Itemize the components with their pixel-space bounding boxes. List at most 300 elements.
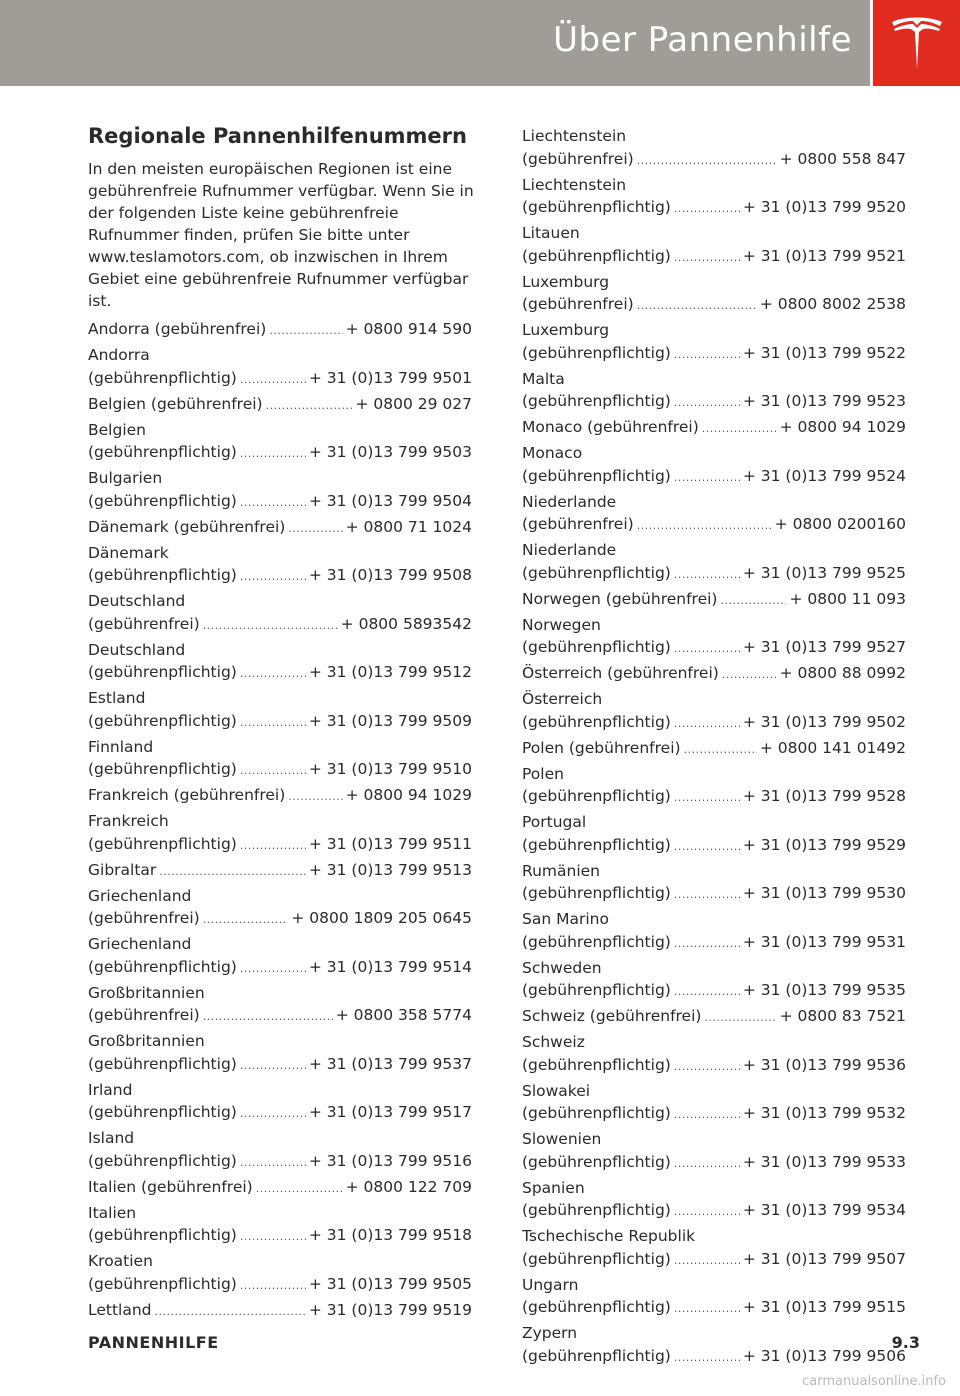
country-name: Deutschland bbox=[88, 640, 186, 659]
entry-label: (gebührenpflichtig) bbox=[522, 932, 671, 951]
country-name: Luxemburg bbox=[522, 321, 610, 339]
entry-label: (gebührenpflichtig) bbox=[88, 491, 237, 510]
entry-label: Belgien (gebührenfrei) bbox=[88, 394, 263, 413]
entry-label: (gebührenpflichtig) bbox=[88, 957, 237, 976]
dot-leader bbox=[684, 739, 757, 762]
phone-number: + 0800 5893542 bbox=[340, 614, 472, 633]
entry-label: (gebührenfrei) bbox=[88, 909, 200, 927]
phone-number: + 31 (0)13 799 9507 bbox=[742, 1249, 906, 1268]
dot-leader bbox=[240, 443, 306, 466]
tesla-logo-icon bbox=[890, 15, 944, 71]
dot-leader bbox=[240, 958, 306, 981]
entry-line bbox=[88, 1053, 472, 1078]
entry-line bbox=[88, 613, 472, 638]
country-name: Malta bbox=[522, 369, 565, 388]
country-name: Niederlande bbox=[522, 492, 617, 511]
phone-number: + 31 (0)13 799 9536 bbox=[742, 1055, 906, 1074]
phone-number: + 0800 558 847 bbox=[779, 149, 906, 168]
hotline-entry bbox=[88, 1079, 472, 1126]
hotline-entry bbox=[88, 542, 472, 589]
entry-label: (gebührenpflichtig) bbox=[522, 343, 671, 362]
entry-label: Lettland bbox=[88, 1300, 152, 1319]
dot-leader bbox=[637, 295, 757, 318]
hotline-entry bbox=[522, 662, 906, 687]
dot-leader bbox=[674, 981, 740, 1004]
entry-line bbox=[522, 785, 906, 810]
entry-label: (gebührenpflichtig) bbox=[88, 566, 237, 584]
entry-label: (gebührenpflichtig) bbox=[522, 1298, 671, 1316]
dot-leader bbox=[240, 492, 306, 515]
header-bar bbox=[0, 0, 870, 86]
hotline-entry bbox=[88, 810, 472, 857]
dot-leader bbox=[674, 713, 740, 736]
phone-number: + 31 (0)13 799 9514 bbox=[308, 957, 472, 976]
phone-number: + 31 (0)13 799 9509 bbox=[308, 711, 472, 730]
hotline-entry bbox=[522, 125, 906, 172]
entry-line bbox=[522, 513, 906, 538]
hotline-entry bbox=[88, 982, 472, 1029]
country-name: Estland bbox=[88, 689, 146, 707]
phone-number: + 0800 11 093 bbox=[789, 589, 906, 608]
entry-label: (gebührenpflichtig) bbox=[522, 787, 671, 805]
dot-leader bbox=[240, 663, 306, 686]
hotline-entry bbox=[522, 491, 906, 538]
dot-leader bbox=[240, 712, 306, 735]
hotline-entry bbox=[88, 784, 472, 809]
footer-page-number: 9.3 bbox=[891, 1333, 920, 1352]
hotline-entry bbox=[522, 614, 906, 661]
country-name: Tschechische Republik bbox=[522, 1227, 696, 1245]
entry-line bbox=[88, 1224, 472, 1249]
country-name: Spanien bbox=[522, 1178, 585, 1197]
country-name: Niederlande bbox=[522, 541, 617, 559]
entry-label: (gebührenfrei) bbox=[522, 149, 634, 168]
country-name: Luxemburg bbox=[522, 272, 610, 291]
country-name: Slowakei bbox=[522, 1081, 591, 1100]
entry-line bbox=[88, 1004, 472, 1029]
entry-line bbox=[522, 662, 906, 687]
dot-leader bbox=[240, 835, 306, 858]
entry-line bbox=[88, 1273, 472, 1298]
entry-label: (gebührenpflichtig) bbox=[88, 711, 237, 730]
phone-number: + 0800 71 1024 bbox=[345, 517, 472, 536]
phone-number: + 0800 914 590 bbox=[345, 320, 472, 338]
entry-line bbox=[88, 318, 472, 343]
country-name: Norwegen bbox=[522, 615, 601, 634]
entry-label: (gebührenpflichtig) bbox=[88, 760, 237, 778]
hotline-entry bbox=[88, 885, 472, 932]
hotline-entry bbox=[522, 737, 906, 762]
phone-number: + 31 (0)13 799 9533 bbox=[742, 1152, 906, 1171]
entry-label: (gebührenpflichtig) bbox=[522, 1346, 671, 1365]
phone-number: + 31 (0)13 799 9522 bbox=[742, 343, 906, 362]
hotline-entry bbox=[88, 859, 472, 884]
entry-line bbox=[88, 956, 472, 981]
dot-leader bbox=[674, 344, 740, 367]
hotline-entry bbox=[522, 1225, 906, 1272]
country-name: Griechenland bbox=[88, 935, 192, 953]
phone-number: + 31 (0)13 799 9523 bbox=[742, 392, 906, 410]
phone-number: + 0800 122 709 bbox=[345, 1177, 472, 1196]
hotline-entry bbox=[88, 687, 472, 734]
phone-number: + 0800 83 7521 bbox=[779, 1007, 906, 1025]
country-name: Island bbox=[88, 1129, 135, 1147]
country-name: Italien bbox=[88, 1203, 137, 1222]
country-name: Belgien bbox=[88, 420, 146, 439]
hotline-entry bbox=[522, 1005, 906, 1030]
entry-line bbox=[522, 1054, 906, 1079]
hotline-entry bbox=[88, 1250, 472, 1297]
phone-number: + 31 (0)13 799 9532 bbox=[742, 1104, 906, 1122]
hotline-entry bbox=[522, 1177, 906, 1224]
entry-line bbox=[522, 1345, 906, 1370]
country-name: Deutschland bbox=[88, 592, 186, 610]
phone-number: + 31 (0)13 799 9513 bbox=[308, 860, 472, 879]
dot-leader bbox=[288, 518, 342, 541]
entry-label: (gebührenpflichtig) bbox=[522, 246, 671, 265]
phone-number: + 0800 94 1029 bbox=[345, 786, 472, 804]
dot-leader bbox=[674, 1298, 740, 1321]
entry-line bbox=[522, 196, 906, 221]
dot-leader bbox=[674, 836, 740, 859]
hotline-entry bbox=[88, 516, 472, 541]
entry-label: (gebührenpflichtig) bbox=[522, 1104, 671, 1122]
entry-line bbox=[88, 1150, 472, 1175]
dot-leader bbox=[266, 395, 353, 418]
hotline-entry bbox=[88, 1127, 472, 1174]
country-name: Polen bbox=[522, 764, 564, 783]
entry-line bbox=[88, 1176, 472, 1201]
entry-line bbox=[522, 1248, 906, 1273]
hotline-entry bbox=[88, 933, 472, 980]
country-name: Kroatien bbox=[88, 1252, 153, 1270]
entry-label: (gebührenpflichtig) bbox=[88, 834, 237, 853]
entry-label: (gebührenpflichtig) bbox=[522, 466, 671, 485]
dot-leader bbox=[720, 590, 786, 613]
country-name: Österreich bbox=[522, 690, 603, 708]
country-name: Finnland bbox=[88, 737, 154, 756]
entry-label: (gebührenfrei) bbox=[88, 614, 200, 633]
dot-leader bbox=[674, 392, 740, 415]
entry-line bbox=[522, 1151, 906, 1176]
country-name: Zypern bbox=[522, 1324, 578, 1342]
country-name: Monaco bbox=[522, 444, 583, 462]
dot-leader bbox=[240, 1055, 306, 1078]
dot-leader bbox=[674, 787, 740, 810]
phone-number: + 31 (0)13 799 9527 bbox=[742, 638, 906, 656]
dot-leader bbox=[203, 1006, 333, 1029]
phone-number: + 31 (0)13 799 9518 bbox=[308, 1226, 472, 1244]
hotline-entry bbox=[522, 1080, 906, 1127]
country-name: Portugal bbox=[522, 813, 587, 831]
watermark: carmanualsonline.info bbox=[802, 1374, 946, 1389]
entry-line bbox=[522, 588, 906, 613]
phone-number: + 31 (0)13 799 9534 bbox=[742, 1201, 906, 1219]
phone-number: + 0800 358 5774 bbox=[335, 1006, 472, 1024]
phone-number: + 31 (0)13 799 9503 bbox=[308, 443, 472, 461]
phone-number: + 31 (0)13 799 9535 bbox=[742, 981, 906, 999]
entry-line bbox=[522, 562, 906, 587]
dot-leader bbox=[674, 884, 740, 907]
dot-leader bbox=[269, 320, 342, 343]
phone-number: + 31 (0)13 799 9537 bbox=[308, 1054, 472, 1073]
entry-label: (gebührenpflichtig) bbox=[88, 443, 237, 461]
hotline-entry bbox=[88, 419, 472, 466]
entry-line bbox=[522, 636, 906, 661]
entry-label: (gebührenpflichtig) bbox=[522, 1249, 671, 1268]
entry-label: Polen (gebührenfrei) bbox=[522, 738, 681, 757]
country-name: Irland bbox=[88, 1080, 133, 1099]
entry-label: (gebührenpflichtig) bbox=[88, 663, 237, 681]
entry-label: (gebührenpflichtig) bbox=[88, 1226, 237, 1244]
dot-leader bbox=[674, 1056, 740, 1079]
country-name: Liechtenstein bbox=[522, 175, 627, 194]
hotline-entry bbox=[88, 590, 472, 637]
intro-paragraph: In den meisten europäischen Regionen ist eine gebührenfreie Rufnummer verfügbar. Wenn Sie in der folgenden Liste keine gebührenfreie Rufnummer finden, prüfen Sie bitte unter www.teslamotors.com, ob inzwischen in Ihrem Gebiet eine gebührenfreie Rufnummer verfügbar ist. bbox=[88, 160, 474, 310]
entry-label: Schweiz (gebührenfrei) bbox=[522, 1007, 702, 1025]
entry-line bbox=[88, 833, 472, 858]
country-name: Frankreich bbox=[88, 812, 169, 830]
dot-leader bbox=[722, 664, 777, 687]
entry-line bbox=[522, 1005, 906, 1030]
entry-label: Gibraltar bbox=[88, 860, 157, 879]
hotline-entry bbox=[88, 318, 472, 343]
phone-number: + 31 (0)13 799 9512 bbox=[308, 663, 472, 681]
hotline-entry bbox=[88, 1030, 472, 1077]
dot-leader bbox=[203, 615, 338, 638]
entry-line bbox=[522, 342, 906, 367]
country-name: Ungarn bbox=[522, 1275, 579, 1294]
phone-number: + 0800 94 1029 bbox=[779, 418, 906, 436]
hotline-entry bbox=[522, 860, 906, 907]
hotline-entry bbox=[88, 467, 472, 514]
entry-label: (gebührenpflichtig) bbox=[522, 981, 671, 999]
entry-label: (gebührenfrei) bbox=[522, 515, 634, 533]
dot-leader bbox=[674, 1153, 740, 1176]
entry-label: (gebührenpflichtig) bbox=[88, 368, 237, 387]
entry-line bbox=[522, 1296, 906, 1321]
dot-leader bbox=[637, 515, 772, 538]
entry-line bbox=[88, 367, 472, 392]
entry-label: (gebührenfrei) bbox=[88, 1006, 200, 1024]
hotline-entry bbox=[88, 639, 472, 686]
dot-leader bbox=[674, 1250, 740, 1273]
entry-line bbox=[88, 393, 472, 418]
dot-leader bbox=[704, 1007, 776, 1030]
phone-number: + 31 (0)13 799 9530 bbox=[742, 884, 906, 902]
phone-number: + 31 (0)13 799 9502 bbox=[742, 712, 906, 731]
entry-label: Italien (gebührenfrei) bbox=[88, 1177, 253, 1196]
hotline-list-right bbox=[522, 125, 906, 1371]
entry-line bbox=[522, 882, 906, 907]
phone-number: + 0800 141 01492 bbox=[759, 738, 906, 757]
dot-leader bbox=[240, 1103, 306, 1126]
entry-line bbox=[88, 1299, 472, 1324]
dot-leader bbox=[240, 369, 306, 392]
entry-label: (gebührenpflichtig) bbox=[88, 1054, 237, 1073]
phone-number: + 31 (0)13 799 9528 bbox=[742, 787, 906, 805]
phone-number: + 31 (0)13 799 9508 bbox=[308, 566, 472, 584]
entry-line bbox=[522, 979, 906, 1004]
phone-number: + 0800 29 027 bbox=[355, 394, 472, 413]
dot-leader bbox=[288, 786, 342, 809]
hotline-entry bbox=[522, 1031, 906, 1078]
dot-leader bbox=[674, 1347, 740, 1370]
phone-number: + 31 (0)13 799 9519 bbox=[308, 1300, 472, 1319]
dot-leader bbox=[240, 760, 306, 783]
phone-number: + 31 (0)13 799 9524 bbox=[742, 466, 906, 485]
entry-label: (gebührenpflichtig) bbox=[522, 835, 671, 854]
hotline-entry bbox=[522, 957, 906, 1004]
dot-leader bbox=[256, 1178, 343, 1201]
logo-box bbox=[873, 0, 960, 86]
phone-number: + 0800 8002 2538 bbox=[759, 295, 906, 313]
hotline-entry bbox=[88, 736, 472, 783]
phone-number: + 31 (0)13 799 9510 bbox=[308, 760, 472, 778]
hotline-entry bbox=[522, 688, 906, 735]
entry-line bbox=[88, 661, 472, 686]
country-name: Schweden bbox=[522, 958, 602, 977]
dot-leader bbox=[674, 1104, 740, 1127]
entry-line bbox=[88, 710, 472, 735]
hotline-entry bbox=[522, 539, 906, 586]
hotline-entry bbox=[522, 222, 906, 269]
phone-number: + 31 (0)13 799 9516 bbox=[308, 1151, 472, 1170]
dot-leader bbox=[159, 861, 306, 884]
entry-label: (gebührenpflichtig) bbox=[522, 198, 671, 216]
country-name: Liechtenstein bbox=[522, 127, 627, 145]
dot-leader bbox=[240, 1275, 306, 1298]
entry-label: (gebührenpflichtig) bbox=[522, 1201, 671, 1219]
entry-line bbox=[88, 441, 472, 466]
entry-line bbox=[88, 859, 472, 884]
hotline-entry bbox=[522, 1274, 906, 1321]
hotline-entry bbox=[522, 908, 906, 955]
dot-leader bbox=[155, 1301, 306, 1324]
entry-line bbox=[522, 416, 906, 441]
entry-label: Österreich (gebührenfrei) bbox=[522, 664, 719, 682]
country-name: Andorra bbox=[88, 346, 150, 364]
dot-leader bbox=[240, 1226, 306, 1249]
entry-label: (gebührenpflichtig) bbox=[522, 712, 671, 731]
hotline-entry bbox=[88, 393, 472, 418]
entry-line bbox=[522, 390, 906, 415]
phone-number: + 31 (0)13 799 9501 bbox=[308, 368, 472, 387]
entry-label: (gebührenpflichtig) bbox=[522, 563, 671, 582]
entry-line bbox=[88, 1101, 472, 1126]
dot-leader bbox=[674, 564, 740, 587]
hotline-entry bbox=[522, 271, 906, 318]
dot-leader bbox=[637, 150, 777, 173]
entry-line bbox=[522, 711, 906, 736]
entry-label: Dänemark (gebührenfrei) bbox=[88, 517, 286, 536]
entry-label: Frankreich (gebührenfrei) bbox=[88, 786, 286, 804]
phone-number: + 31 (0)13 799 9515 bbox=[742, 1298, 906, 1316]
entry-line bbox=[88, 784, 472, 809]
hotline-entry bbox=[522, 811, 906, 858]
entry-label: Norwegen (gebührenfrei) bbox=[522, 589, 718, 608]
phone-number: + 31 (0)13 799 9506 bbox=[742, 1346, 906, 1365]
country-name: Dänemark bbox=[88, 543, 169, 562]
hotline-entry bbox=[522, 174, 906, 221]
phone-number: + 31 (0)13 799 9531 bbox=[742, 932, 906, 951]
entry-line bbox=[88, 907, 472, 932]
entry-line bbox=[88, 758, 472, 783]
dot-leader bbox=[674, 247, 740, 270]
entry-label: (gebührenpflichtig) bbox=[88, 1274, 237, 1293]
dot-leader bbox=[240, 566, 306, 589]
entry-line bbox=[88, 490, 472, 515]
entry-line bbox=[522, 465, 906, 490]
entry-line bbox=[522, 931, 906, 956]
hotline-list-left bbox=[88, 318, 472, 1325]
phone-number: + 0800 88 0992 bbox=[779, 664, 906, 682]
hotline-entry bbox=[522, 1322, 906, 1369]
country-name: Litauen bbox=[522, 224, 580, 242]
entry-line bbox=[522, 1199, 906, 1224]
hotline-entry bbox=[522, 588, 906, 613]
country-name: Rumänien bbox=[522, 861, 600, 880]
country-name: Bulgarien bbox=[88, 469, 163, 487]
hotline-entry bbox=[88, 344, 472, 391]
country-name: Slowenien bbox=[522, 1130, 602, 1148]
hotline-entry bbox=[88, 1202, 472, 1249]
phone-number: + 31 (0)13 799 9521 bbox=[742, 246, 906, 265]
dot-leader bbox=[702, 418, 777, 441]
hotline-entry bbox=[88, 1176, 472, 1201]
dot-leader bbox=[674, 467, 740, 490]
hotline-entry bbox=[522, 1128, 906, 1175]
dot-leader bbox=[674, 638, 740, 661]
phone-number: + 31 (0)13 799 9525 bbox=[742, 563, 906, 582]
entry-line bbox=[522, 737, 906, 762]
footer-section-name: PANNENHILFE bbox=[88, 1333, 219, 1352]
hotline-entry bbox=[522, 416, 906, 441]
entry-label: Monaco (gebührenfrei) bbox=[522, 418, 699, 436]
country-name: Griechenland bbox=[88, 886, 192, 905]
entry-line bbox=[522, 1102, 906, 1127]
entry-line bbox=[522, 245, 906, 270]
entry-label: (gebührenpflichtig) bbox=[88, 1103, 237, 1121]
entry-label: Andorra (gebührenfrei) bbox=[88, 320, 267, 338]
dot-leader bbox=[240, 1152, 306, 1175]
phone-number: + 31 (0)13 799 9520 bbox=[742, 198, 906, 216]
dot-leader bbox=[203, 909, 289, 932]
phone-number: + 31 (0)13 799 9511 bbox=[308, 834, 472, 853]
country-name: Großbritannien bbox=[88, 1032, 205, 1050]
entry-label: (gebührenpflichtig) bbox=[522, 1152, 671, 1171]
hotline-entry bbox=[522, 763, 906, 810]
entry-label: (gebührenpflichtig) bbox=[88, 1151, 237, 1170]
country-name: Großbritannien bbox=[88, 983, 205, 1002]
dot-leader bbox=[674, 198, 740, 221]
dot-leader bbox=[674, 933, 740, 956]
entry-label: (gebührenpflichtig) bbox=[522, 392, 671, 410]
entry-line bbox=[522, 148, 906, 173]
country-name: San Marino bbox=[522, 910, 609, 928]
phone-number: + 31 (0)13 799 9529 bbox=[742, 835, 906, 854]
entry-line bbox=[522, 293, 906, 318]
entry-line bbox=[88, 516, 472, 541]
phone-number: + 31 (0)13 799 9504 bbox=[308, 491, 472, 510]
entry-line bbox=[522, 834, 906, 859]
dot-leader bbox=[674, 1201, 740, 1224]
entry-line bbox=[88, 564, 472, 589]
hotline-entry bbox=[88, 1299, 472, 1324]
section-title: Regionale Pannenhilfenummern bbox=[88, 124, 467, 148]
phone-number: + 31 (0)13 799 9517 bbox=[308, 1103, 472, 1121]
phone-number: + 31 (0)13 799 9505 bbox=[308, 1274, 472, 1293]
